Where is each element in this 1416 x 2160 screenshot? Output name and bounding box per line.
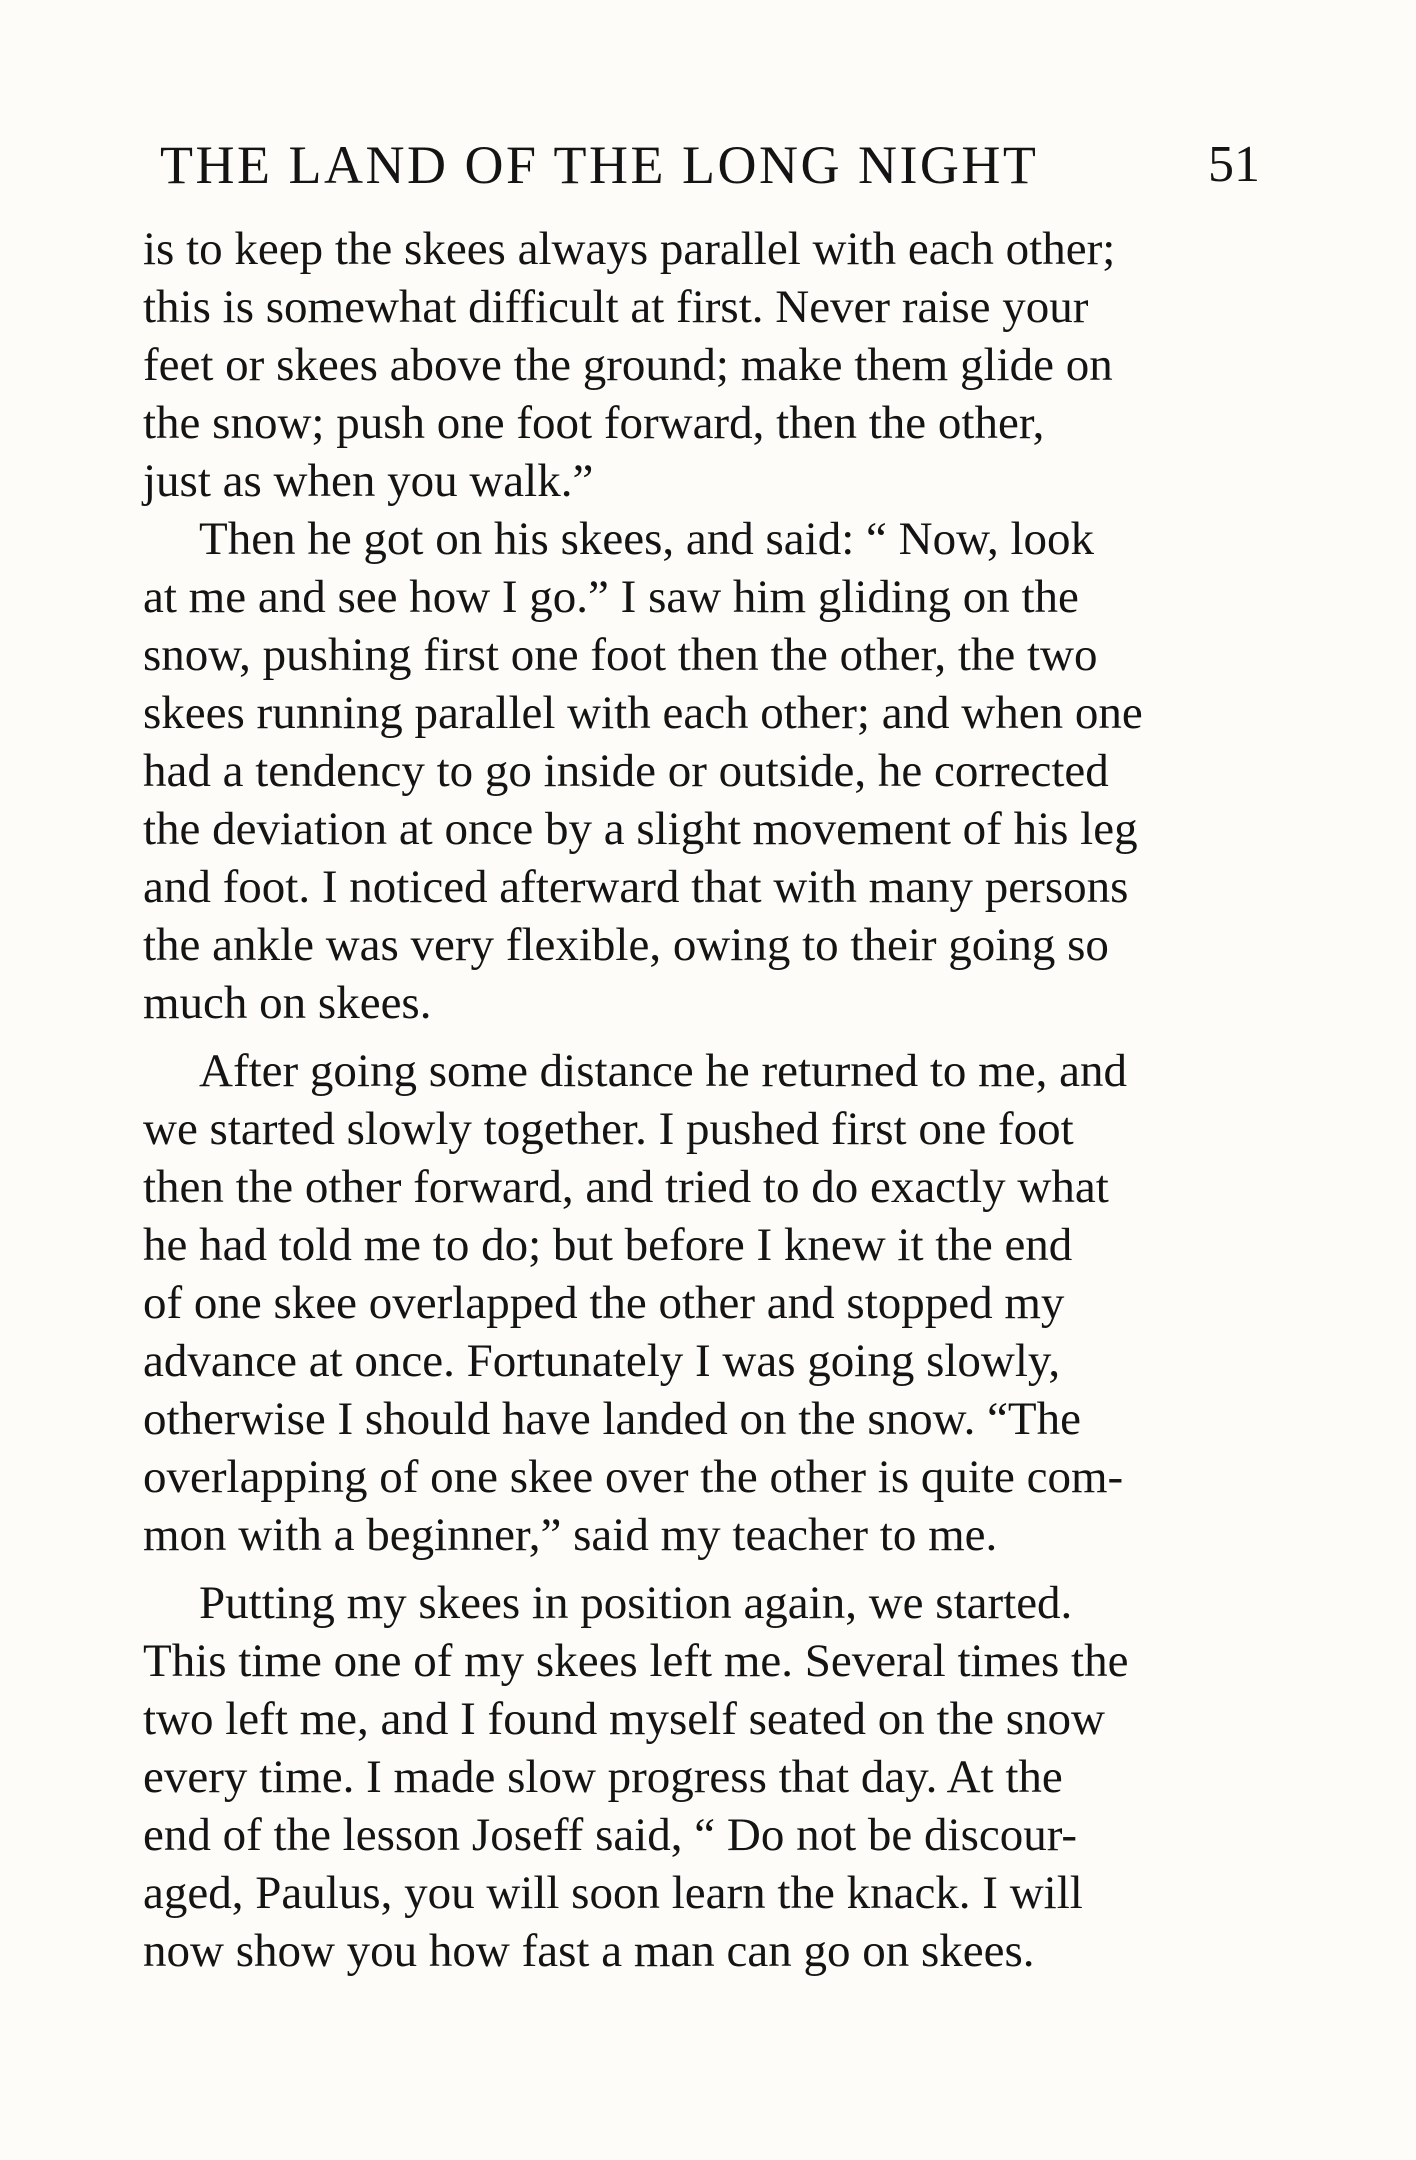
text-line: much on skees.	[143, 977, 432, 1029]
text-line: two left me, and I found myself seated on the snow	[143, 1693, 1105, 1745]
page-header	[160, 130, 1260, 200]
text-line: is to keep the skees always parallel with each other;	[143, 223, 1116, 275]
text-line: at me and see how I go.” I saw him gliding on the	[143, 571, 1079, 623]
paragraph-spacer	[143, 1564, 1253, 1574]
text-line: the deviation at once by a slight movement of his leg	[143, 803, 1138, 855]
text-line: feet or skees above the ground; make them glide on	[143, 339, 1113, 391]
text-line: just as when you walk.”	[143, 455, 594, 507]
text-line: the snow; push one foot forward, then the other,	[143, 397, 1045, 449]
text-line: aged, Paulus, you will soon learn the knack. I will	[143, 1867, 1083, 1919]
running-title: THE LAND OF THE LONG NIGHT	[160, 135, 1039, 195]
text-line: every time. I made slow progress that day. At the	[143, 1751, 1063, 1803]
text-line: of one skee overlapped the other and stopped my	[143, 1277, 1065, 1329]
page-number: 51	[1208, 136, 1260, 193]
text-line: now show you how fast a man can go on skees.	[143, 1925, 1035, 1977]
text-line: the ankle was very flexible, owing to their going so	[143, 919, 1109, 971]
paragraph-spacer	[143, 1032, 1253, 1042]
text-line: mon with a beginner,” said my teacher to me.	[143, 1509, 998, 1561]
text-line: then the other forward, and tried to do exactly what	[143, 1161, 1109, 1213]
text-line: had a tendency to go inside or outside, he corrected	[143, 745, 1109, 797]
paragraph	[143, 510, 1253, 1032]
paragraph	[143, 1574, 1253, 1980]
text-line: This time one of my skees left me. Several times the	[143, 1635, 1129, 1687]
text-line: end of the lesson Joseff said, “ Do not be discour-	[143, 1809, 1078, 1861]
paragraph	[143, 1042, 1253, 1564]
text-line: this is somewhat difficult at first. Never raise your	[143, 281, 1089, 333]
paragraph	[143, 220, 1253, 510]
text-line: Putting my skees in position again, we started.	[199, 1577, 1073, 1629]
text-line: Then he got on his skees, and said: “ Now, look	[199, 513, 1095, 565]
text-line: After going some distance he returned to me, and	[199, 1045, 1127, 1097]
text-line: we started slowly together. I pushed first one foot	[143, 1103, 1074, 1155]
text-line: he had told me to do; but before I knew it the end	[143, 1219, 1073, 1271]
text-line: overlapping of one skee over the other is quite com-	[143, 1451, 1124, 1503]
text-line: skees running parallel with each other; and when one	[143, 687, 1143, 739]
text-line: advance at once. Fortunately I was going slowly,	[143, 1335, 1061, 1387]
body-text	[143, 220, 1253, 1980]
text-line: and foot. I noticed afterward that with many persons	[143, 861, 1129, 913]
text-line: snow, pushing first one foot then the other, the two	[143, 629, 1098, 681]
text-line: otherwise I should have landed on the snow. “The	[143, 1393, 1082, 1445]
